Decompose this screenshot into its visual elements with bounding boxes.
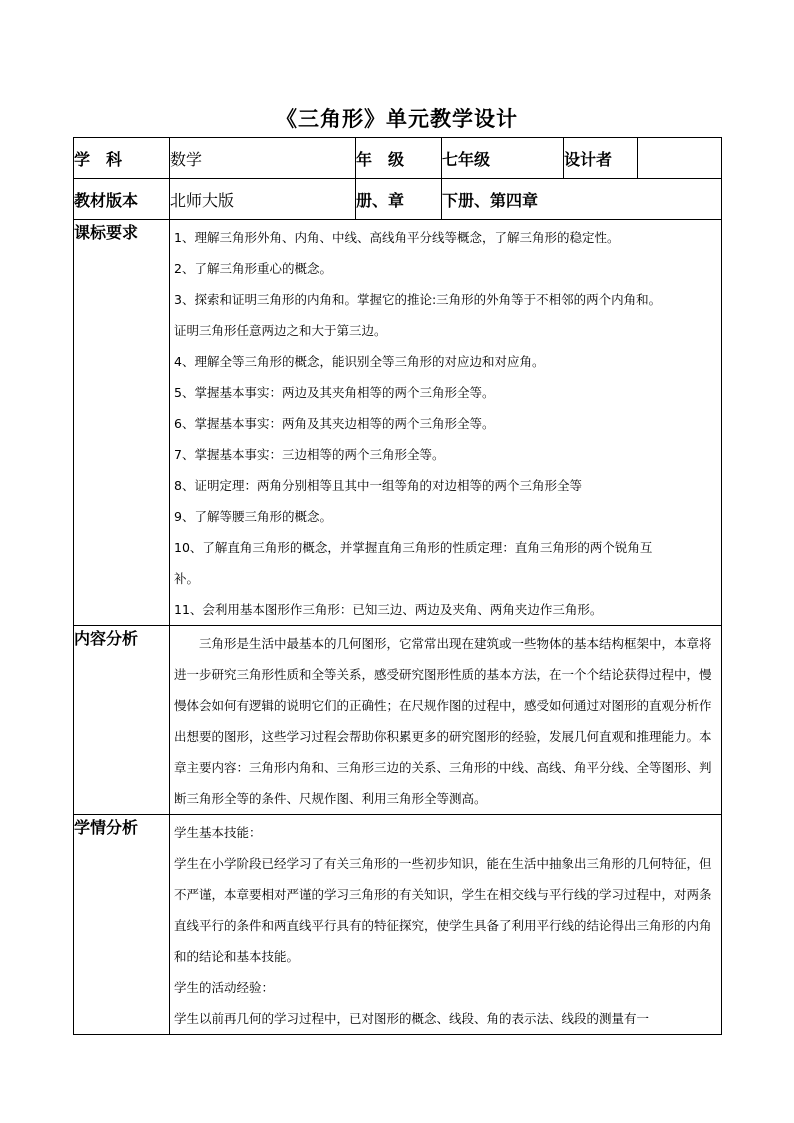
curriculum-item: 补。 — [174, 571, 200, 586]
grade-label: 年 级 — [356, 138, 442, 179]
subject-value: 数学 — [170, 138, 356, 179]
curriculum-item: 7、掌握基本事实：三边相等的两个三角形全等。 — [174, 447, 445, 462]
header-row-subject — [74, 138, 722, 179]
curriculum-item: 6、掌握基本事实：两角及其夹边相等的两个三角形全等。 — [174, 416, 495, 431]
textbook-value: 北师大版 — [170, 179, 356, 220]
curriculum-item: 11、会利用基本图形作三角形：已知三边、两边及夹角、两角夹边作三角形。 — [174, 602, 603, 617]
curriculum-list — [170, 220, 721, 625]
students-row — [74, 815, 722, 1035]
curriculum-item: 10、了解直角三角形的概念，并掌握直角三角形的性质定理：直角三角形的两个锐角互 — [174, 540, 653, 555]
designer-label: 设计者 — [564, 138, 638, 179]
content-cell — [170, 626, 722, 815]
grade-value: 七年级 — [442, 138, 564, 179]
experience-heading: 学生的活动经验： — [174, 980, 275, 995]
textbook-label: 教材版本 — [74, 179, 170, 220]
skills-text: 学生在小学阶段已经学习了有关三角形的一些初步知识，能在生活中抽象出三角形的几何特征，但不严谨，本章要相对严谨的学习三角形的有关知识，学生在相交线与平行线的学习过程中，对两条直线平行的条件和两直线平行具有的特征探究，使学生具备了利用平行线的结论得出三角形的内角和的结论和基本技能。 — [174, 856, 712, 964]
volume-label: 册、章 — [356, 179, 442, 220]
content-label: 内容分析 — [74, 626, 170, 815]
curriculum-item: 5、掌握基本事实：两边及其夹角相等的两个三角形全等。 — [174, 385, 495, 400]
curriculum-item: 证明三角形任意两边之和大于第三边。 — [174, 323, 387, 338]
designer-value — [638, 138, 722, 179]
subject-label: 学 科 — [74, 138, 170, 179]
curriculum-item: 4、理解全等三角形的概念，能识别全等三角形的对应边和对应角。 — [174, 354, 545, 369]
document-title: 《三角形》单元教学设计 — [276, 107, 518, 131]
header-row-textbook — [74, 179, 722, 220]
curriculum-item: 9、了解等腰三角形的概念。 — [174, 509, 332, 524]
curriculum-item: 8、证明定理：两角分别相等且其中一组等角的对边相等的两个三角形全等 — [174, 478, 582, 493]
curriculum-label: 课标要求 — [74, 220, 170, 626]
curriculum-item: 3、探索和证明三角形的内角和。掌握它的推论:三角形的外角等于不相邻的两个内角和。 — [174, 292, 662, 307]
content-row — [74, 626, 722, 815]
experience-text: 学生以前再几何的学习过程中，已对图形的概念、线段、角的表示法、线段的测量有一 — [174, 1011, 650, 1026]
curriculum-item: 1、理解三角形外角、内角、中线、高线角平分线等概念，了解三角形的稳定性。 — [174, 230, 620, 245]
curriculum-item: 2、了解三角形重心的概念。 — [174, 261, 332, 276]
skills-heading: 学生基本技能： — [174, 825, 262, 840]
content-analysis-text: 三角形是生活中最基本的几何图形，它常常出现在建筑或一些物体的基本结构框架中，本章将进一步研究三角形性质和全等关系，感受研究图形性质的基本方法，在一个个结论获得过程中，慢慢体会如何有逻辑的说明它们的正确性；在尺规作图的过程中，感受如何通过对图形的直观分析作出想要的图形，这些学习过程会帮助你积累更多的研究图形的经验，发展几何直观和推理能力。本章主要内容：三角形内角和、三角形三边的关系、三角形的中线、高线、角平分线、全等图形、判断三角形全等的条件、尺规作图、利用三角形全等测高。 — [174, 636, 712, 806]
curriculum-cell — [170, 220, 722, 626]
volume-value: 下册、第四章 — [442, 179, 722, 220]
curriculum-row — [74, 220, 722, 626]
students-cell — [170, 815, 722, 1035]
students-label: 学情分析 — [74, 815, 170, 1035]
lesson-design-table — [73, 137, 722, 1035]
